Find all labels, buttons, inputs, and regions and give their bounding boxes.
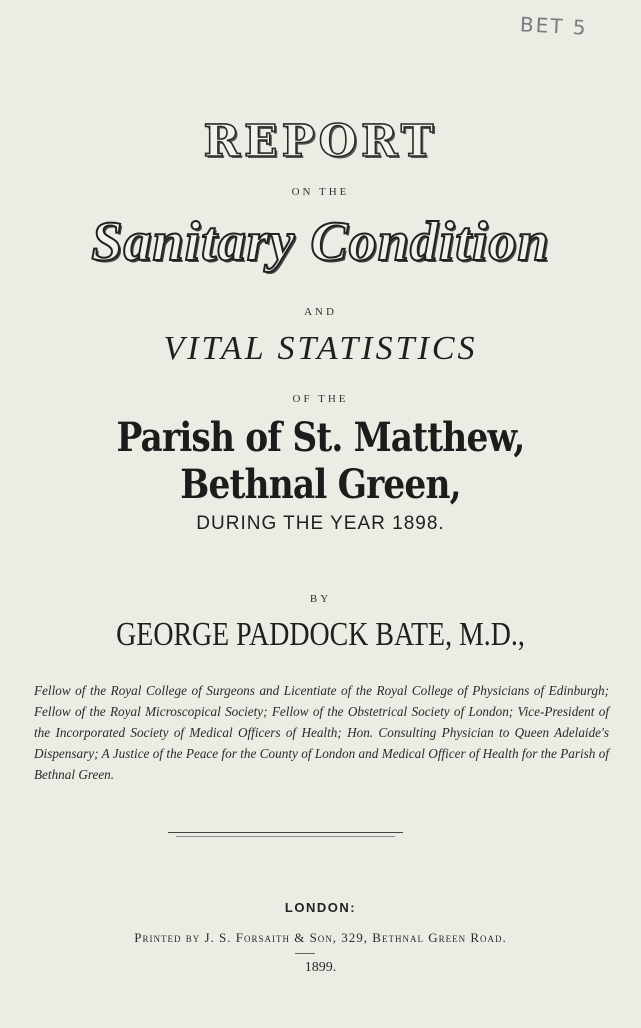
short-divider (295, 953, 315, 954)
parish-heading: Parish of St. Matthew, Bethnal Green, (116, 414, 525, 508)
report-year-line: DURING THE YEAR 1898. (196, 513, 445, 534)
subject-heading: Sanitary Condition (91, 211, 550, 273)
report-title: REPORT (203, 116, 438, 167)
publication-year: 1899. (304, 960, 337, 975)
ornamental-rule-shadow (176, 836, 395, 837)
by-connector: BY (309, 593, 332, 605)
and-connector: AND (304, 306, 337, 318)
of-the-connector: OF THE (292, 393, 349, 405)
author-credentials: Fellow of the Royal College of Surgeons and Licentiate of the Royal College of Physicians of Edinburgh; Fellow of the Royal Microscopical Society; Fellow of the Obstetrical Society of London; Vice-President of the Incorporated Society of Medical Officers of Health; Hon. Consulting Physician to Queen Adelaide's Dispensary; A Justice of the Peace for the County of London and Medical Officer of Health for the Parish of Bethnal Green. (34, 683, 609, 782)
vital-statistics-heading: VITAL STATISTICS (163, 330, 478, 367)
archive-reference-mark: BET 5 (519, 12, 589, 40)
printer-imprint: Printed by J. S. Forsaith & Son, 329, Bethnal Green Road. (134, 930, 507, 945)
imprint-city: LONDON: (284, 900, 357, 915)
author-name: GEORGE PADDOCK BATE, M.D., (116, 616, 525, 653)
ornamental-rule (168, 832, 403, 833)
on-the-connector: ON THE (291, 186, 350, 198)
